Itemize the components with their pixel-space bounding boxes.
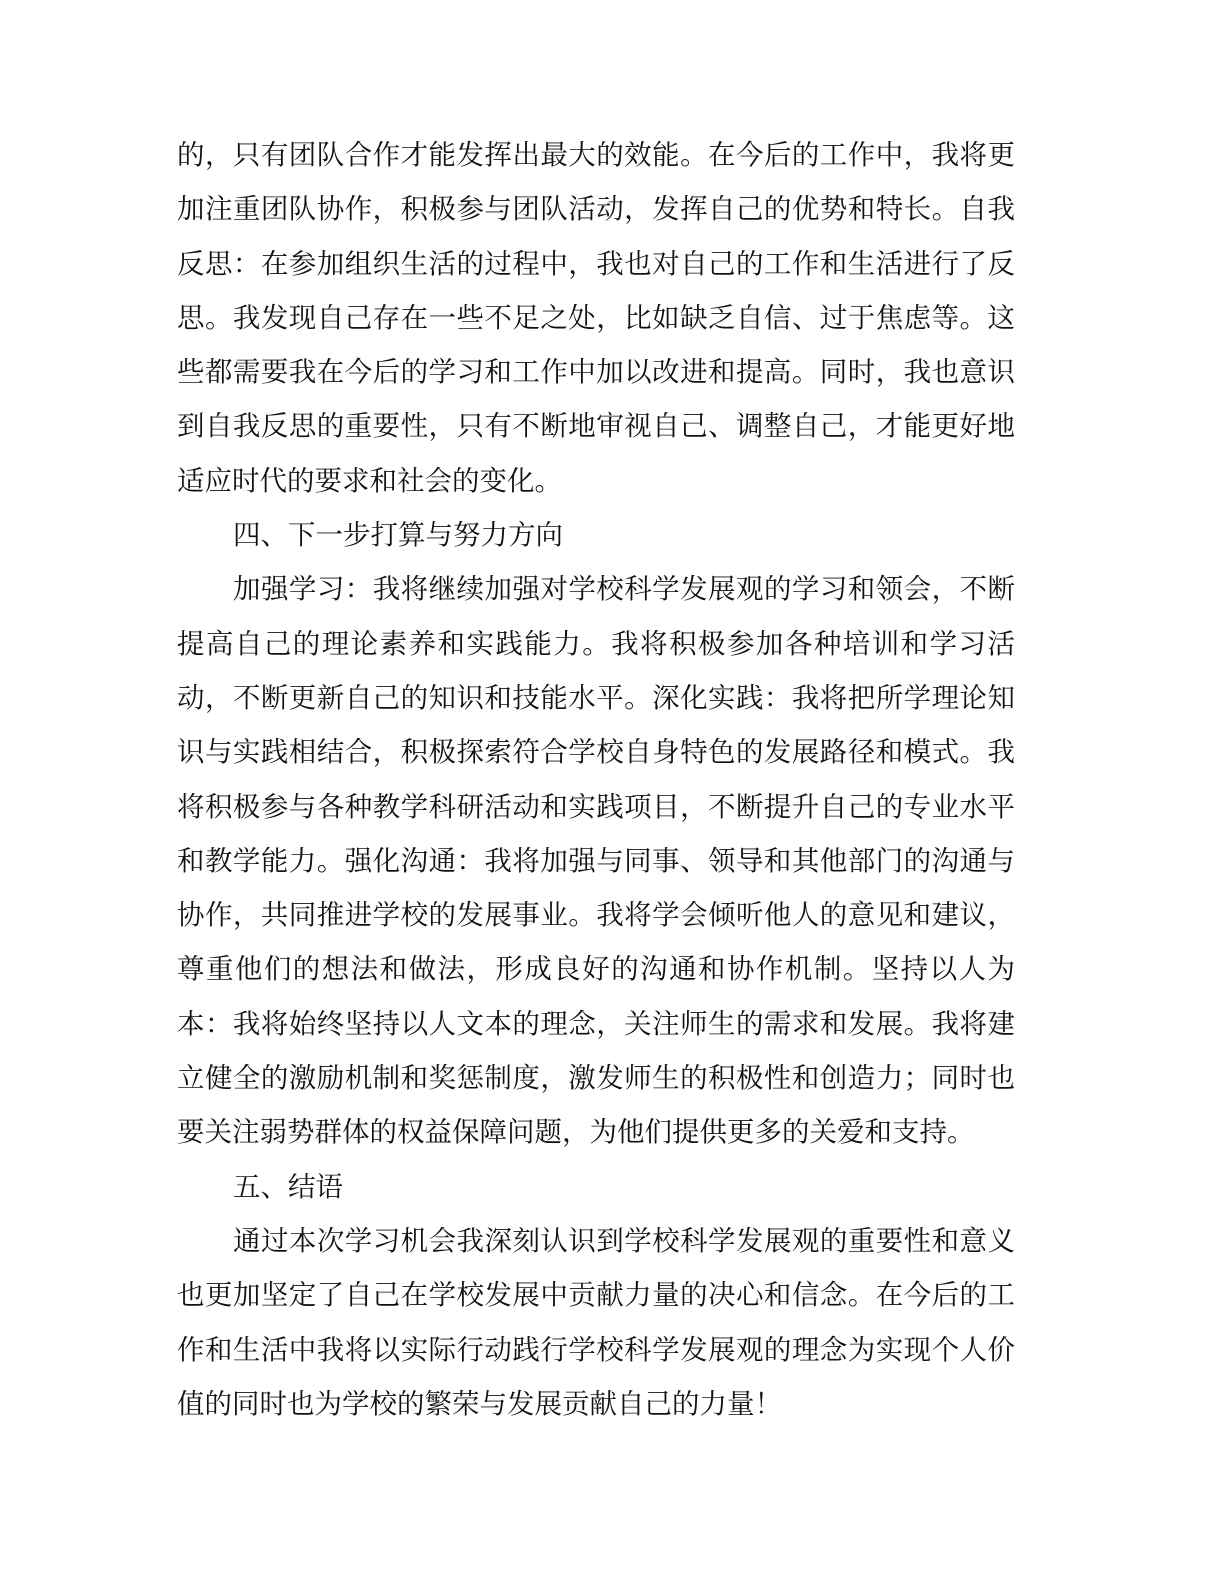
section-heading-five: 五、结语 [233, 1170, 343, 1203]
section-heading-four: 四、下一步打算与努力方向 [233, 519, 563, 552]
document-body [177, 128, 1015, 1431]
paragraph-conclusion: 通过本次学习机会我深刻认识到学校科学发展观的重要性和意义也更加坚定了自己在学校发展中贡献力量的决心和信念。在今后的工作和生活中我将以实际行动践行学校科学发展观的理念为实现个人价值的同时也为学校的繁荣与发展贡献自己的力量！ [177, 1224, 1015, 1420]
paragraph-next-steps: 加强学习：我将继续加强对学校科学发展观的学习和领会，不断提高自己的理论素养和实践能力。我将积极参加各种培训和学习活动，不断更新自己的知识和技能水平。深化实践：我将把所学理论知识与实践相结合，积极探索符合学校自身特色的发展路径和模式。我将积极参与各种教学科研活动和实践项目，不断提升自己的专业水平和教学能力。强化沟通：我将加强与同事、领导和其他部门的沟通与协作，共同推进学校的发展事业。我将学会倾听他人的意见和建议，尊重他们的想法和做法，形成良好的沟通和协作机制。坚持以人为本：我将始终坚持以人文本的理念，关注师生的需求和发展。我将建立健全的激励机制和奖惩制度，激发师生的积极性和创造力；同时也要关注弱势群体的权益保障问题，为他们提供更多的关爱和支持。 [177, 573, 1015, 1149]
paragraph-continued: 的，只有团队合作才能发挥出最大的效能。在今后的工作中，我将更加注重团队协作，积极参与团队活动，发挥自己的优势和特长。自我反思：在参加组织生活的过程中，我也对自己的工作和生活进行了反思。我发现自己存在一些不足之处，比如缺乏自信、过于焦虑等。这些都需要我在今后的学习和工作中加以改进和提高。同时，我也意识到自我反思的重要性，只有不断地审视自己、调整自己，才能更好地适应时代的要求和社会的变化。 [177, 139, 1015, 497]
